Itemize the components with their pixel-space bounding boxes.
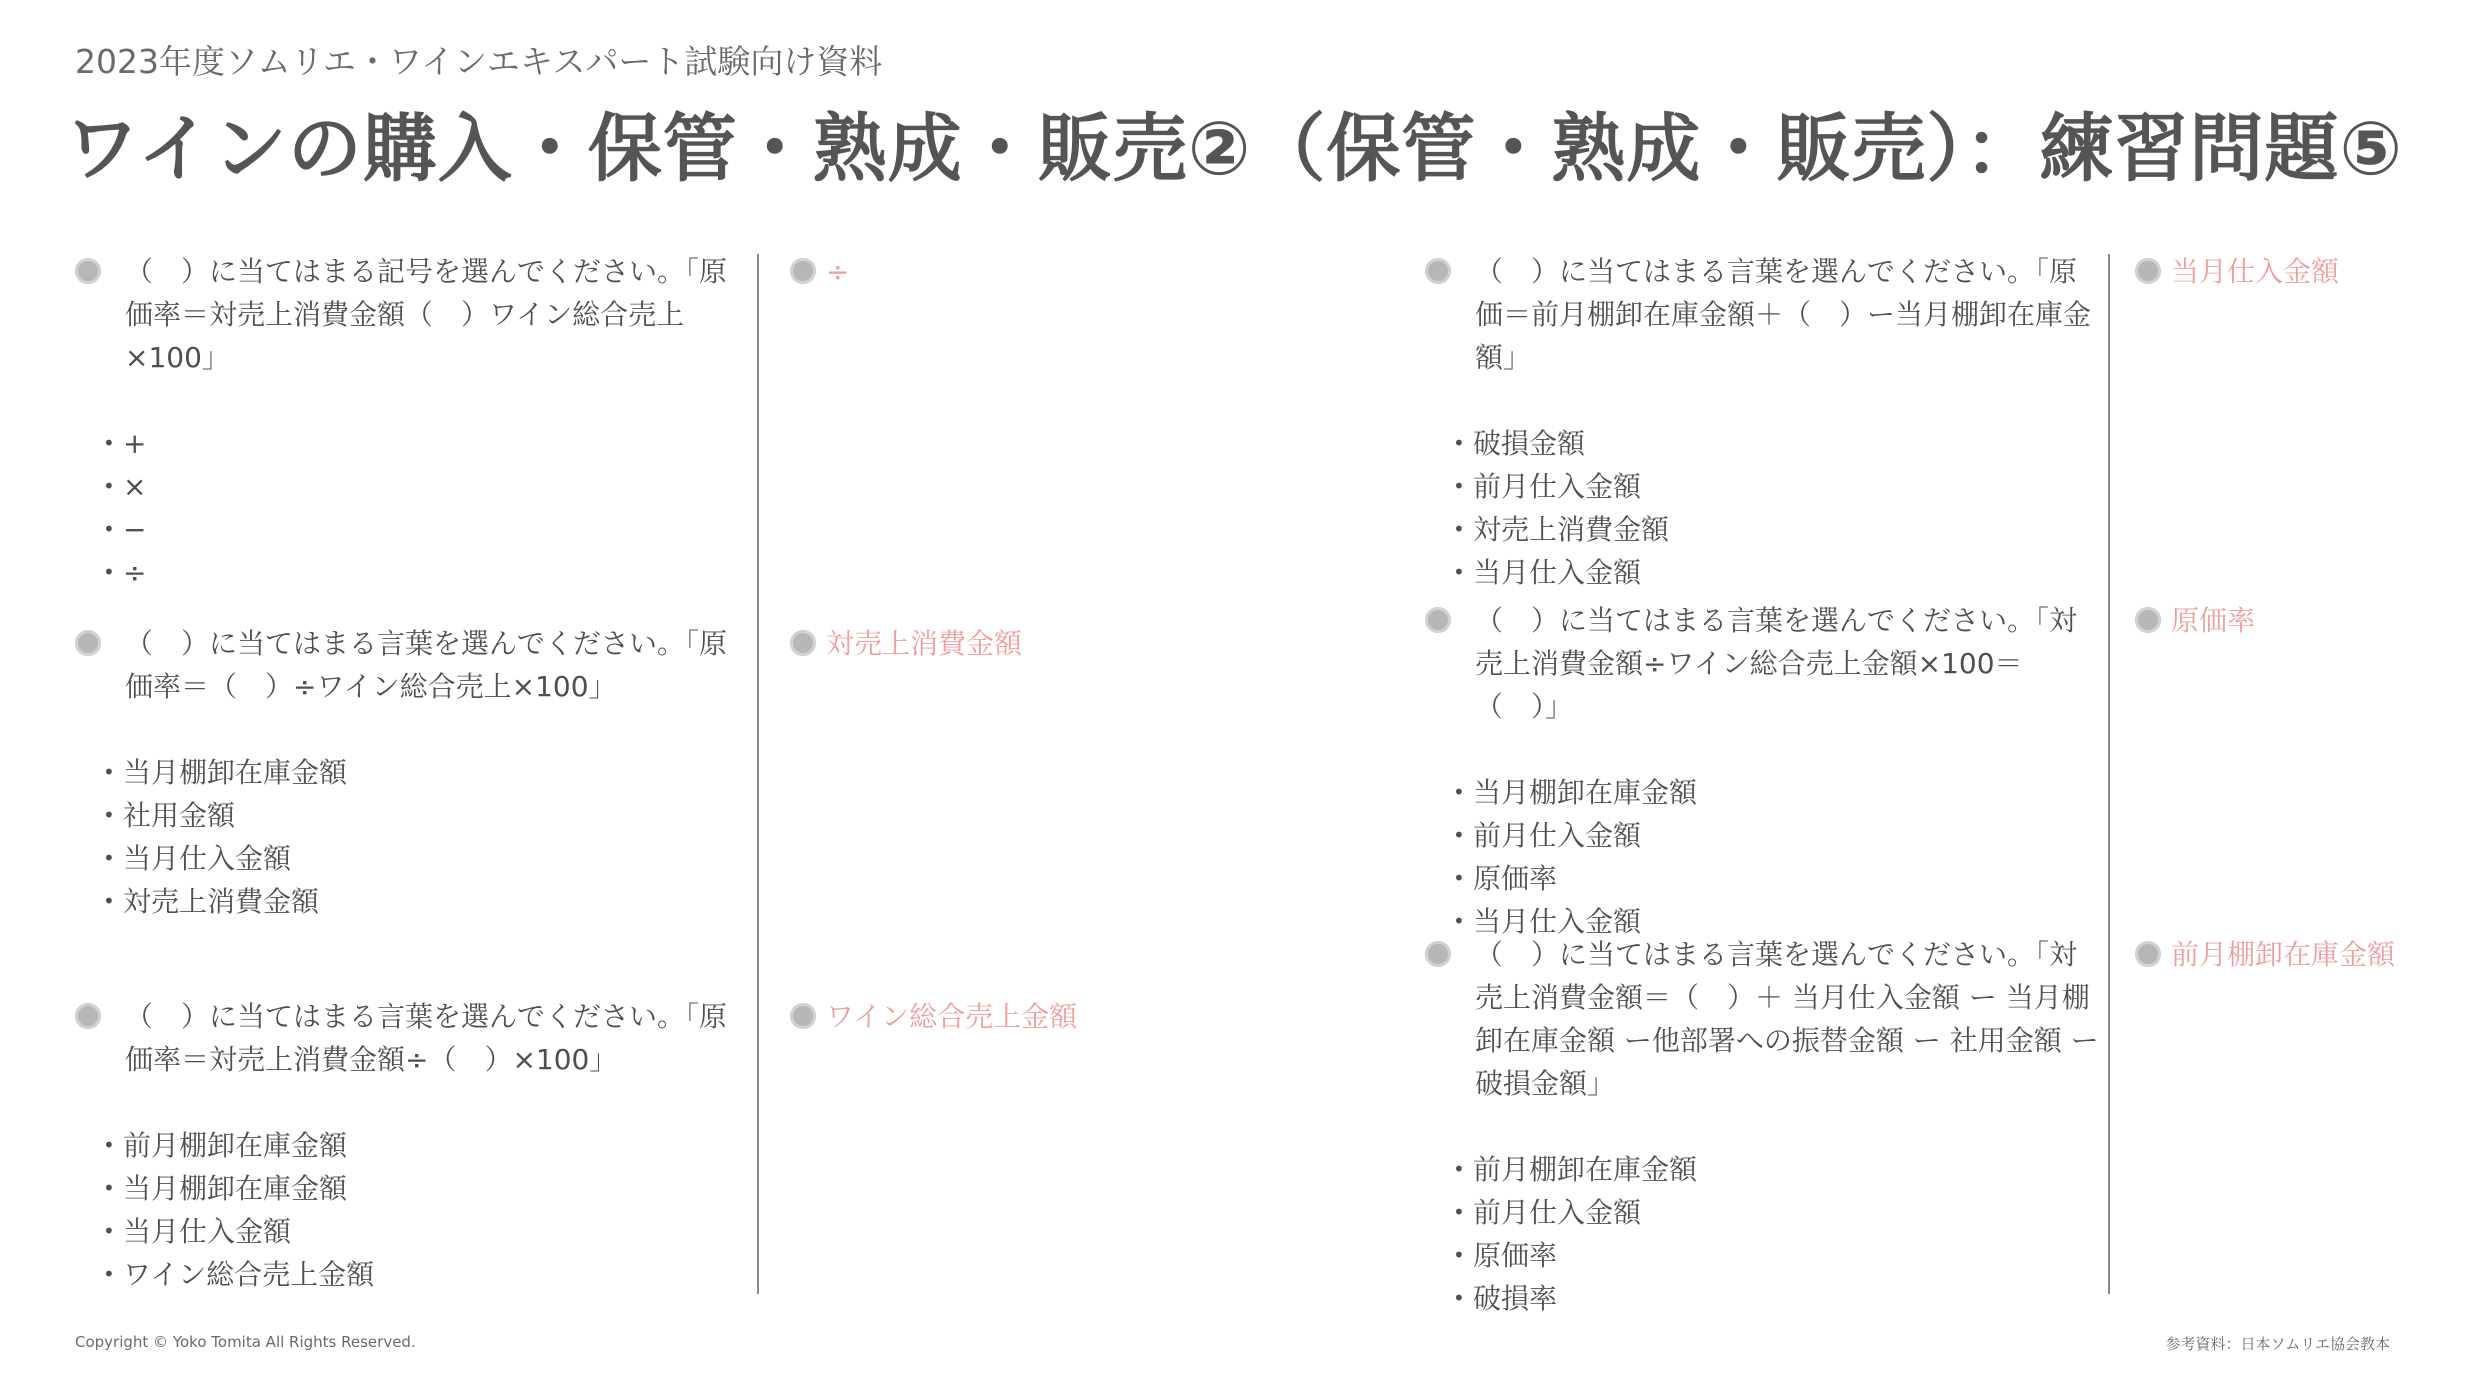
- option-item: • ×: [103, 465, 750, 508]
- document-subtitle: 2023年度ソムリエ・ワインエキスパート試験向け資料: [75, 42, 883, 81]
- answer-5: [2135, 599, 2470, 642]
- option-list: [75, 751, 750, 923]
- option-item: • 当月仕入金額: [1453, 900, 2100, 943]
- option-item: • 当月棚卸在庫金額: [103, 751, 750, 794]
- question-text: （ ）に当てはまる言葉を選んでください。「対売上消費金額÷ワイン総合売上金額×100＝（ ）」: [1475, 604, 2078, 723]
- answer-6: [2135, 933, 2470, 976]
- option-list: [75, 422, 750, 594]
- option-item: • 対売上消費金額: [1453, 508, 2100, 551]
- answer-text: 当月仕入金額: [2171, 255, 2340, 288]
- answer-2: [790, 622, 1086, 665]
- option-item: • 前月仕入金額: [1453, 1191, 2100, 1234]
- question-text: （ ）に当てはまる言葉を選んでください。「対売上消費金額＝（ ）＋ 当月仕入金額 ー 当月棚卸在庫金額 ー他部署への振替金額 ー 社用金額 ー 破損金額」: [1475, 938, 2099, 1100]
- bullet-circle-icon: [790, 1003, 816, 1029]
- question-3: [75, 995, 750, 1296]
- copyright-text: Copyright © Yoko Tomita All Rights Reserved.: [75, 1333, 416, 1351]
- option-item: • 前月仕入金額: [1453, 814, 2100, 857]
- answer-3: [790, 995, 1086, 1038]
- bullet-circle-icon: [75, 1003, 101, 1029]
- question-text: （ ）に当てはまる言葉を選んでください。「原価率＝対売上消費金額÷（ ）×100」: [125, 1000, 728, 1076]
- bullet-circle-icon: [1425, 607, 1451, 633]
- answer-1: [790, 250, 1086, 293]
- option-list: [1425, 1148, 2100, 1320]
- answer-text: ÷: [826, 255, 850, 288]
- option-item: • 原価率: [1453, 1234, 2100, 1277]
- answer-text: 原価率: [2171, 604, 2256, 637]
- reference-text: 参考資料：日本ソムリエ協会教本: [2165, 1335, 2390, 1353]
- option-item: • 破損率: [1453, 1277, 2100, 1320]
- option-list: [1425, 771, 2100, 943]
- option-item: • ワイン総合売上金額: [103, 1253, 750, 1296]
- bullet-circle-icon: [75, 630, 101, 656]
- column-divider-right: [2108, 254, 2110, 1294]
- option-item: • 前月棚卸在庫金額: [103, 1124, 750, 1167]
- question-6: [1425, 933, 2100, 1320]
- question-text: （ ）に当てはまる言葉を選んでください。「原価＝前月棚卸在庫金額＋（ ）ー当月棚卸在庫金額」: [1475, 255, 2092, 374]
- answer-text: 対売上消費金額: [826, 627, 1023, 660]
- bullet-circle-icon: [2135, 607, 2161, 633]
- option-item: • 対売上消費金額: [103, 880, 750, 923]
- question-text: （ ）に当てはまる記号を選んでください。「原価率＝対売上消費金額（ ）ワイン総合売上×100」: [125, 255, 728, 374]
- bullet-circle-icon: [2135, 258, 2161, 284]
- bullet-circle-icon: [790, 630, 816, 656]
- answer-4: [2135, 250, 2470, 293]
- option-item: • 当月仕入金額: [103, 837, 750, 880]
- option-item: • +: [103, 422, 750, 465]
- option-item: • −: [103, 508, 750, 551]
- option-list: [1425, 422, 2100, 594]
- page-title: ワインの購入・保管・熟成・販売②（保管・熟成・販売）：練習問題⑤: [65, 106, 2404, 192]
- question-1: [75, 250, 750, 594]
- option-item: • 前月仕入金額: [1453, 465, 2100, 508]
- option-item: • 原価率: [1453, 857, 2100, 900]
- option-item: • 前月棚卸在庫金額: [1453, 1148, 2100, 1191]
- answer-text: ワイン総合売上金額: [826, 1000, 1078, 1033]
- bullet-circle-icon: [75, 258, 101, 284]
- option-item: • 当月仕入金額: [103, 1210, 750, 1253]
- question-4: [1425, 250, 2100, 594]
- option-list: [75, 1124, 750, 1296]
- option-item: • 破損金額: [1453, 422, 2100, 465]
- column-divider-left: [757, 254, 759, 1294]
- option-item: • 当月棚卸在庫金額: [103, 1167, 750, 1210]
- answer-text: 前月棚卸在庫金額: [2171, 938, 2396, 971]
- bullet-circle-icon: [790, 258, 816, 284]
- option-item: • ÷: [103, 551, 750, 594]
- option-item: • 当月仕入金額: [1453, 551, 2100, 594]
- option-item: • 社用金額: [103, 794, 750, 837]
- bullet-circle-icon: [2135, 941, 2161, 967]
- question-2: [75, 622, 750, 923]
- question-text: （ ）に当てはまる言葉を選んでください。「原価率＝（ ）÷ワイン総合売上×100」: [125, 627, 728, 703]
- question-5: [1425, 599, 2100, 943]
- bullet-circle-icon: [1425, 258, 1451, 284]
- bullet-circle-icon: [1425, 941, 1451, 967]
- option-item: • 当月棚卸在庫金額: [1453, 771, 2100, 814]
